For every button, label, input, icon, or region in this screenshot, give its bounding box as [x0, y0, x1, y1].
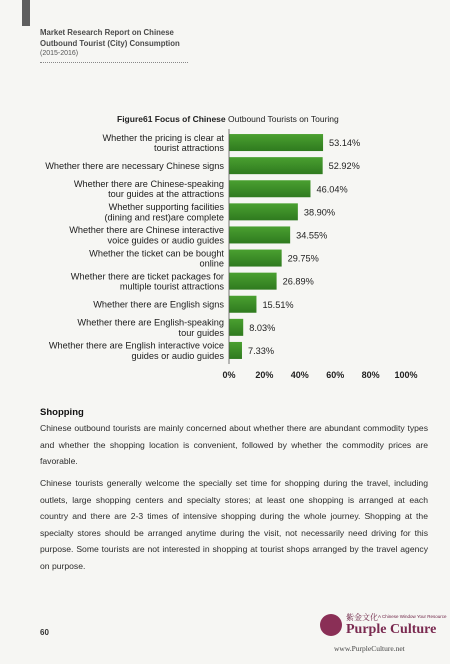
report-title-line2: Outbound Tourist (City) Consumption — [40, 39, 180, 48]
category-label-0-0: Whether the pricing is clear at — [102, 132, 224, 143]
paragraph-2: Chinese tourists generally welcome the specially set time for shopping during the travel, including outlets, large shopping centers and specialty stores; at least one shopping is arranged at each country and there are 2-3 times of intensive shopping during the whole journey. Shopping at the specialty stores should be arranged anytime during the visit, not necessarily need driving for this purpose. Some tourists are not interested in shopping at tourist shops arranged by the travel agency on purpose. — [40, 478, 428, 571]
value-label-2: 46.04% — [316, 184, 348, 195]
bar-6 — [229, 273, 277, 290]
value-label-0: 53.14% — [329, 138, 361, 149]
x-tick-label-4: 80% — [361, 370, 380, 380]
category-label-4-0: Whether there are Chinese interactive — [69, 225, 224, 236]
paragraph-1: Chinese outbound tourists are mainly concerned about whether there are abundant commodity types and whether the shopping location is convenient, followed by whether the commodity prices are favorable. — [40, 423, 428, 467]
value-label-8: 8.03% — [249, 322, 276, 333]
bar-0 — [229, 134, 323, 151]
bar-9 — [229, 342, 242, 359]
bar-4 — [229, 226, 290, 243]
watermark-url: www.PurpleCulture.net — [334, 644, 405, 653]
value-label-6: 26.89% — [282, 276, 314, 287]
watermark-tagline: A Chinese Window Your Resource — [378, 614, 447, 619]
bars-layer — [45, 133, 360, 361]
category-label-9-0: Whether there are English interactive voice — [48, 340, 224, 351]
category-label-6-1: multiple tourist attractions — [119, 281, 224, 292]
category-label-3-1: (dining and rest)are complete — [104, 212, 224, 223]
bar-1 — [229, 157, 323, 174]
value-label-4: 34.55% — [296, 230, 328, 241]
report-title-line1: Market Research Report on Chinese — [40, 28, 174, 37]
bar-3 — [229, 203, 298, 220]
value-label-9: 7.33% — [247, 345, 275, 356]
watermark-chinese: 紫金文化 — [346, 613, 378, 622]
category-label-8-1: tour guides — [178, 327, 224, 338]
section-heading-shopping: Shopping — [40, 407, 84, 418]
category-label-0-1: tourist attractions — [154, 142, 224, 153]
value-label-5: 29.75% — [287, 253, 319, 264]
x-tick-label-5: 100% — [394, 370, 418, 380]
category-label-2-1: tour guides at the attractions — [108, 189, 224, 200]
page-number: 60 — [40, 628, 49, 637]
value-label-3: 38.90% — [303, 207, 336, 218]
bar-5 — [229, 250, 282, 267]
purple-culture-watermark — [316, 610, 446, 660]
x-axis-ticks — [222, 370, 417, 380]
category-label-4-1: voice guides or audio guides — [107, 235, 224, 246]
category-label-2-0: Whether there are Chinese-speaking — [73, 178, 224, 189]
x-tick-label-0: 0% — [222, 370, 236, 380]
category-label-7-0: Whether there are English signs — [93, 299, 224, 310]
x-tick-label-2: 40% — [290, 370, 309, 380]
category-label-3-0: Whether supporting facilities — [108, 202, 224, 213]
watermark-brand: Purple Culture — [346, 622, 437, 637]
seal-icon — [320, 614, 342, 636]
category-label-5-1: online — [199, 258, 224, 269]
bar-2 — [229, 180, 310, 197]
figure-title-suffix: Outbound Tourists on Touring — [228, 114, 339, 124]
bar-8 — [229, 319, 243, 336]
x-tick-label-1: 20% — [255, 370, 274, 380]
category-label-8-0: Whether there are English-speaking — [77, 317, 224, 328]
report-years: (2015-2016) — [40, 50, 79, 57]
x-tick-label-3: 60% — [326, 370, 345, 380]
figure-title-prefix: Figure61 Focus of Chinese — [117, 114, 226, 124]
category-label-5-0: Whether the ticket can be bought — [89, 248, 224, 259]
category-label-9-1: guides or audio guides — [131, 350, 224, 361]
category-label-6-0: Whether there are ticket packages for — [70, 271, 224, 282]
category-label-1-0: Whether there are necessary Chinese signs — [45, 160, 224, 171]
bar-7 — [229, 296, 256, 313]
value-label-1: 52.92% — [328, 161, 360, 172]
value-label-7: 15.51% — [262, 299, 294, 310]
